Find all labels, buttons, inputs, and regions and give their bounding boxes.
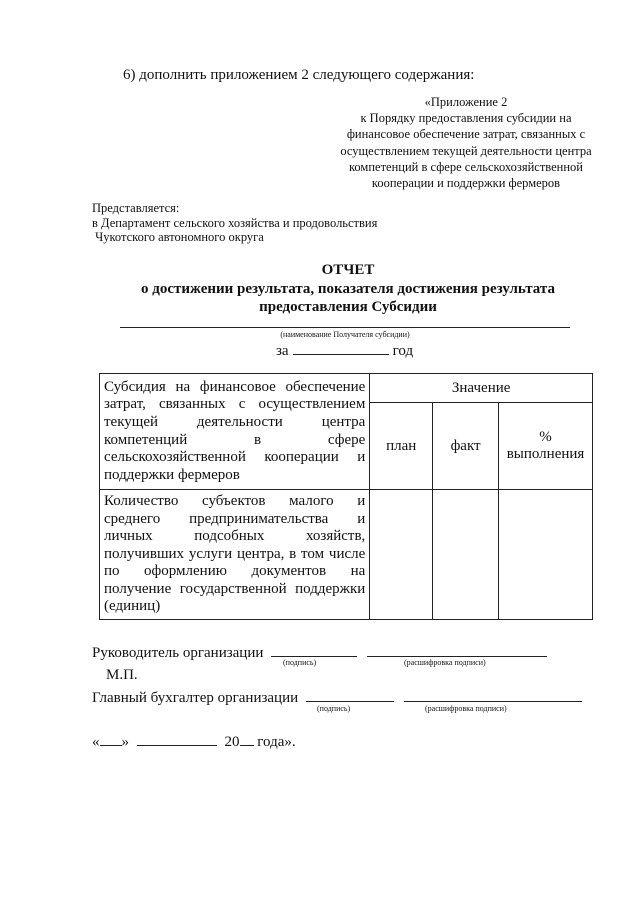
recipient-caption: (наименование Получателя субсидии) — [280, 330, 410, 339]
report-title-sub: о достижении результата, показателя достижения результата — [141, 280, 555, 297]
submission-line: Чукотского автономного округа — [92, 230, 264, 244]
amendment-item: 6) дополнить приложением 2 следующего содержания: — [123, 67, 475, 83]
head-signature-line[interactable] — [271, 642, 357, 657]
report-table — [99, 373, 593, 620]
year-suffix: года». — [257, 734, 296, 750]
submission-line: в Департамент сельского хозяйства и продовольствия — [92, 215, 378, 230]
year-prefix: 20 — [224, 734, 240, 750]
col-plan-header: план — [370, 403, 433, 490]
recipient-name-line[interactable] — [120, 327, 570, 328]
appendix-line: финансовое обеспечение затрат, связанных с — [346, 127, 586, 142]
accountant-decryption-caption: (расшифровка подписи) — [425, 704, 507, 713]
quote-close: » — [121, 734, 129, 750]
submission-line: Представляется: — [92, 201, 180, 215]
year-field[interactable] — [240, 731, 254, 746]
accountant-signature-line[interactable] — [306, 687, 394, 702]
closing-date — [92, 731, 296, 751]
quote-open: « — [92, 734, 100, 750]
plan-value-cell[interactable] — [370, 490, 433, 620]
head-decryption-line[interactable] — [367, 642, 547, 657]
value-header: Значение — [370, 374, 593, 403]
day-field[interactable] — [100, 731, 122, 746]
col-fact-header: факт — [433, 403, 499, 490]
appendix-line: кооперации и поддержки фермеров — [371, 176, 561, 191]
accountant-signature-caption: (подпись) — [317, 704, 351, 713]
accountant-label: Главный бухгалтер организации — [92, 690, 299, 706]
period-prefix: за — [276, 343, 289, 359]
submission-block — [92, 201, 377, 245]
report-title-sub2: предоставления Субсидии — [259, 299, 437, 315]
indicator-cell: Количество субъектов малого и среднего предпринимательства и личных подсобных хозяйств, получивших услуги центра, в том числе по оформлению документов на получение государственной поддержки (единиц) — [100, 490, 370, 620]
appendix-line: «Приложение 2 — [424, 95, 508, 109]
report-period — [276, 341, 413, 360]
head-signature-caption: (подпись) — [283, 658, 317, 667]
appendix-header — [330, 94, 602, 191]
month-field[interactable] — [137, 731, 217, 746]
report-title — [92, 261, 604, 317]
subsidy-description-cell: Субсидия на финансовое обеспечение затрат, связанных с осуществлением текущей деятельности центра компетенций в сфере сельскохозяйственной кооперации и поддержки фермеров — [100, 374, 370, 490]
fact-value-cell[interactable] — [433, 490, 499, 620]
period-year-field[interactable] — [293, 341, 389, 355]
percent-value-cell[interactable] — [499, 490, 593, 620]
appendix-line: к Порядку предоставления субсидии на — [360, 111, 572, 126]
stamp-label: М.П. — [106, 667, 138, 683]
appendix-line: компетенций в сфере сельскохозяйственной — [348, 159, 583, 174]
accountant-decryption-line[interactable] — [404, 687, 582, 702]
period-suffix: год — [392, 343, 414, 359]
head-decryption-caption: (расшифровка подписи) — [404, 658, 486, 667]
col-percent-header: % выполнения — [499, 403, 593, 490]
appendix-line: осуществлением текущей деятельности центра — [340, 143, 592, 158]
report-title-main: ОТЧЕТ — [321, 262, 375, 278]
head-label: Руководитель организации — [92, 645, 264, 661]
